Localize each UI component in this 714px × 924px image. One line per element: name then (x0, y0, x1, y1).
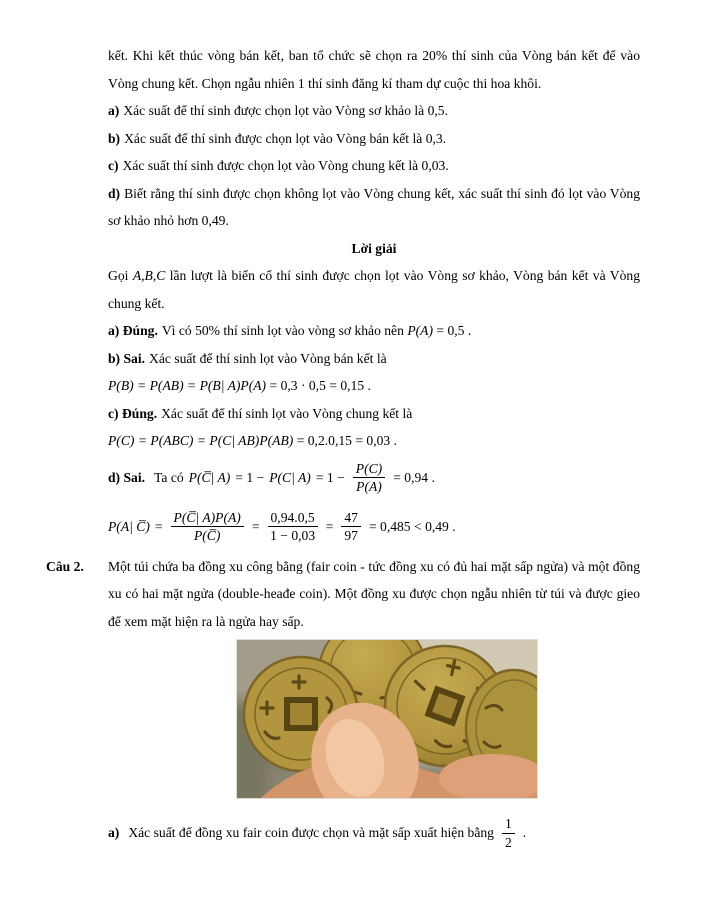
q1-intro-paragraph: kết. Khi kết thúc vòng bán kết, ban tổ chức sẽ chọn ra 20% thí sinh của Vòng bán kết để vào Vòng chung kết. Chọn ngẫu nhiên 1 thí sinh đăng kí tham dự cuộc thi hoa khôi. (108, 48, 640, 91)
statement-d-label: d) (108, 185, 121, 201)
solution-d-result: = 0,94 . (393, 469, 435, 485)
q2-statement-a (108, 813, 640, 853)
equation-b (108, 372, 640, 400)
solution-d-math-2: P(C| A) (269, 469, 311, 485)
fraction-bayes (171, 510, 244, 543)
solution-d (108, 455, 640, 501)
equation-c (108, 427, 640, 455)
fraction-numerator: 0,94.0,5 (268, 510, 318, 527)
equation-b-lhs: P(B) = P(AB) = P(B| A)P(A) (108, 378, 267, 393)
coins-photo (236, 639, 538, 799)
q1-statement-c (108, 152, 640, 180)
fraction-one-half (502, 816, 515, 849)
fraction-numerator: P(C) (353, 461, 385, 478)
statement-a-label: a) (108, 103, 120, 118)
fraction-numerator: 47 (341, 510, 361, 527)
statement-b-label: b) (108, 130, 121, 146)
solution-d-text: Ta có (154, 469, 184, 485)
statement-c-label: c) (108, 158, 119, 173)
question-2-paragraph (46, 553, 640, 636)
solution-c-label: c) Đúng. (108, 405, 158, 421)
final-eq-equals-2: = (251, 518, 260, 534)
q1-statement-d (108, 180, 640, 235)
statement-c-text: Xác suất thí sinh được chọn lọt vào Vòng chung kết là 0,03. (122, 158, 449, 173)
fraction-denominator: 2 (504, 834, 512, 850)
statement-b-text: Xác suất để thí sinh được chọn lọt vào Vòng bán kết là 0,3. (124, 130, 447, 146)
fraction-denominator: 1 − 0,03 (270, 528, 316, 543)
solution-a-text: Vì có 50% thí sinh lọt vào vòng sơ khảo nên (161, 323, 404, 338)
q2-statement-a-label: a) (108, 825, 120, 840)
solution-a-math: P(A) (407, 323, 433, 338)
fraction-numerator: 1 (502, 816, 515, 833)
solution-d-math-1: P(C̅| A) (188, 469, 231, 485)
fraction-denominator: 97 (344, 528, 358, 543)
final-eq-equals-1: = (154, 518, 163, 534)
q1-statement-b (108, 125, 640, 153)
final-eq-equals-3: = (325, 518, 334, 534)
solution-heading: Lời giải (351, 240, 397, 256)
solution-d-op-2: = 1 − (315, 469, 345, 485)
fraction-numeric (268, 510, 318, 543)
q2-statement-a-text: Xác suất để đồng xu fair coin được chọn và mặt sấp xuất hiện bằng (128, 825, 494, 840)
solution-b (108, 345, 640, 373)
solution-intro (108, 262, 640, 317)
solution-c-text: Xác suất để thí sinh lọt vào Vòng chung kết là (161, 405, 413, 421)
solution-a-value: = 0,5 . (436, 323, 472, 338)
fraction-numerator: P(C̅| A)P(A) (171, 510, 244, 527)
q1-statement-a (108, 97, 640, 125)
question-2-text: Một túi chứa ba đồng xu công bằng (fair coin - tức đồng xu có đủ hai mặt sấp ngửa) và một đồng xu có hai mặt ngửa (double-heađe coin). Một đồng xu được chọn ngẫu nhiên từ túi và được gieo để xem mặt hiện ra là ngửa hay sấp. (108, 558, 640, 629)
fraction-pc-pa (353, 461, 385, 494)
statement-d-text: Biết rằng thí sinh được chọn không lọt vào Vòng chung kết, xác suất thí sinh đó lọt vào Vòng sơ khảo nhỏ hơn 0,49. (108, 185, 640, 228)
statement-a-text: Xác suất để thí sinh được chọn lọt vào Vòng sơ khảo là 0,5. (123, 103, 448, 118)
document-content (46, 42, 640, 853)
equation-b-rhs: = 0,3 · 0,5 = 0,15 . (269, 378, 371, 393)
final-equation (108, 501, 640, 553)
solution-a (108, 317, 640, 345)
solution-b-text: Xác suất để thí sinh lọt vào Vòng bán kết là (149, 350, 387, 366)
solution-intro-post: lần lượt là biến cố thí sinh được chọn lọt vào Vòng sơ khảo, Vòng bán kết và Vòng chung kết. (108, 268, 640, 311)
solution-b-label: b) Sai. (108, 350, 146, 366)
final-eq-result: = 0,485 < 0,49 . (368, 518, 456, 534)
equation-c-lhs: P(C) = P(ABC) = P(C| AB)P(AB) (108, 433, 294, 448)
fraction-47-97 (341, 510, 361, 543)
solution-d-op-1: = 1 − (235, 469, 265, 485)
fraction-denominator: P(A) (356, 479, 382, 494)
question-2-number: Câu 2. (46, 558, 84, 574)
q2-statement-a-period: . (522, 825, 527, 840)
coins-photo-illustration (237, 640, 537, 798)
final-eq-lhs: P(A| C̅) (108, 518, 150, 534)
solution-intro-pre: Gọi (108, 268, 129, 283)
solution-d-label: d) Sai. (108, 469, 146, 485)
solution-a-label: a) Đúng. (108, 323, 158, 338)
equation-c-rhs: = 0,2.0,15 = 0,03 . (296, 433, 397, 448)
solution-c (108, 400, 640, 428)
fraction-denominator: P(C̅) (193, 528, 221, 543)
event-variables: A,B,C (132, 268, 166, 283)
